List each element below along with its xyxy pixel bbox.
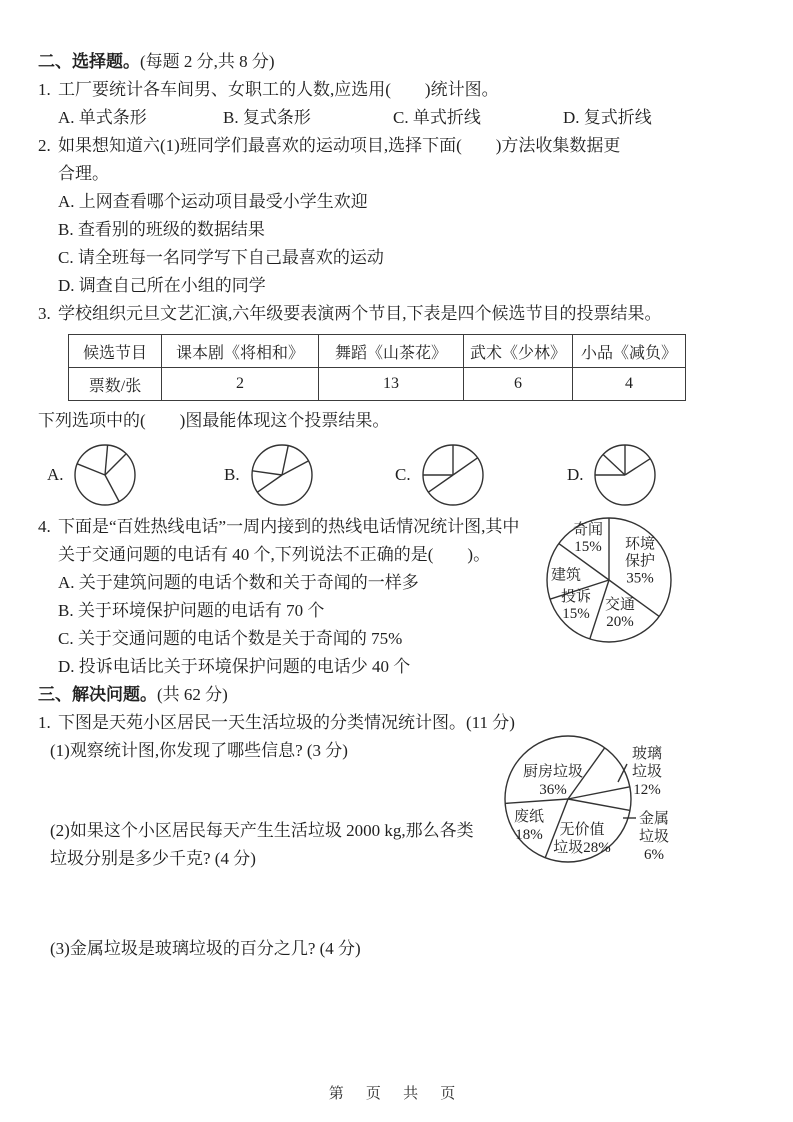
option-a: A. 上网查看哪个运动项目最受小学生欢迎	[58, 192, 368, 211]
table-header-cell: 舞蹈《山茶花》	[319, 335, 464, 368]
pie-option-c	[395, 443, 485, 507]
solve-question-1	[38, 709, 763, 737]
option-d: D. 调查自己所在小组的同学	[58, 276, 266, 295]
question-3-number: 3.	[38, 304, 51, 323]
table-header-cell: 课本剧《将相和》	[162, 335, 319, 368]
question-3	[38, 300, 763, 328]
option-b: B. 关于环境保护问题的电话有 70 个	[58, 601, 325, 620]
garbage-pie-chart	[503, 734, 753, 884]
table-cell: 2	[162, 368, 319, 401]
vote-table-data-row	[69, 368, 686, 401]
pie-option-d-label: D.	[567, 465, 584, 484]
section2-title: 二、选择题。	[38, 52, 140, 71]
pie-option-row	[38, 437, 763, 513]
question-4-number: 4.	[38, 517, 51, 536]
table-row-label: 票数/张	[69, 368, 162, 401]
pie-option-c-chart	[421, 443, 485, 507]
pie-option-b-chart	[250, 443, 314, 507]
vote-table	[68, 334, 686, 401]
sub-question-1: (1)观察统计图,你发现了哪些信息? (3 分)	[50, 741, 348, 760]
page-footer: 第 页 共 页	[328, 1085, 465, 1102]
question-3-text: 学校组织元旦文艺汇演,六年级要表演两个节目,下表是四个候选节目的投票结果。	[58, 304, 662, 323]
section2-note: (每题 2 分,共 8 分)	[140, 52, 275, 71]
question-2-number: 2.	[38, 136, 51, 155]
hotline-pie-chart	[545, 516, 673, 644]
option-d: D. 复式折线	[563, 108, 652, 127]
pie-label-paper: 废纸 18%	[513, 809, 545, 843]
section3-title: 三、解决问题。	[38, 685, 157, 704]
question-1-text: 工厂要统计各车间男、女职工的人数,应选用( )统计图。	[58, 80, 499, 99]
question-1	[38, 76, 763, 104]
solve-question-1-number: 1.	[38, 713, 51, 732]
pie-label-glass: 玻璃 垃圾 12%	[631, 746, 663, 798]
pie-label-qiwen: 奇闻 15%	[572, 522, 604, 555]
pie-option-a-label: A.	[47, 465, 64, 484]
pie-label-huanjing-baohu: 环境 保护 35%	[624, 536, 656, 587]
pie-label-kitchen: 厨房垃圾 36%	[522, 764, 584, 798]
question-4-text-line2: 关于交通问题的电话有 40 个,下列说法不正确的是( )。	[58, 545, 491, 564]
pie-option-d	[567, 443, 657, 507]
question-4-text-line1: 下面是“百姓热线电话”一周内接到的热线电话情况统计图,其中	[58, 517, 520, 536]
pie-label-jiaotong: 交通 20%	[604, 597, 636, 630]
table-header-cell: 候选节目	[69, 335, 162, 368]
table-cell: 6	[464, 368, 573, 401]
table-header-cell: 武术《少林》	[464, 335, 573, 368]
section3-heading	[38, 681, 763, 709]
pie-option-a	[47, 443, 137, 507]
option-b: B. 查看别的班级的数据结果	[58, 220, 265, 239]
question-1-number: 1.	[38, 80, 51, 99]
pie-option-b-label: B.	[224, 465, 240, 484]
table-cell: 13	[319, 368, 464, 401]
option-c: C. 请全班每一名同学写下自己最喜欢的运动	[58, 248, 384, 267]
question-2	[38, 132, 763, 160]
pie-label-jianzhu: 建筑	[550, 567, 582, 584]
section2-heading	[38, 48, 763, 76]
pie-label-worthless: 无价值 垃圾28%	[553, 822, 611, 856]
option-c: C. 单式折线	[393, 108, 481, 127]
pie-label-tousu: 投诉 15%	[560, 589, 592, 622]
option-b: B. 复式条形	[223, 108, 311, 127]
pie-option-b	[224, 443, 314, 507]
sub-question-3: (3)金属垃圾是玻璃垃圾的百分之几? (4 分)	[50, 939, 361, 958]
sub-question-2-line1: (2)如果这个小区居民每天产生生活垃圾 2000 kg,那么各类	[50, 821, 474, 840]
option-a: A. 关于建筑问题的电话个数和关于奇闻的一样多	[58, 573, 419, 592]
solve-question-1-text: 下图是天苑小区居民一天生活垃圾的分类情况统计图。(11 分)	[58, 713, 515, 732]
option-c: C. 关于交通问题的电话个数是关于奇闻的 75%	[58, 629, 403, 648]
pie-option-d-chart	[593, 443, 657, 507]
question-2-text-line2: 合理。	[58, 164, 109, 183]
pie-label-metal: 金属 垃圾 6%	[638, 811, 670, 863]
pie-option-c-label: C.	[395, 465, 411, 484]
question-1-options	[58, 104, 763, 132]
table-header-cell: 小品《减负》	[573, 335, 686, 368]
question-2-text-line1: 如果想知道六(1)班同学们最喜欢的运动项目,选择下面( )方法收集数据更	[58, 136, 621, 155]
option-d: D. 投诉电话比关于环境保护问题的电话少 40 个	[58, 657, 411, 676]
option-a: A. 单式条形	[58, 108, 147, 127]
pie-option-a-chart	[73, 443, 137, 507]
vote-table-header-row	[69, 335, 686, 368]
section3-note: (共 62 分)	[157, 685, 228, 704]
table-cell: 4	[573, 368, 686, 401]
sub-question-2-line2: 垃圾分别是多少千克? (4 分)	[50, 849, 256, 868]
question-3-followup: 下列选项中的( )图最能体现这个投票结果。	[38, 411, 390, 430]
